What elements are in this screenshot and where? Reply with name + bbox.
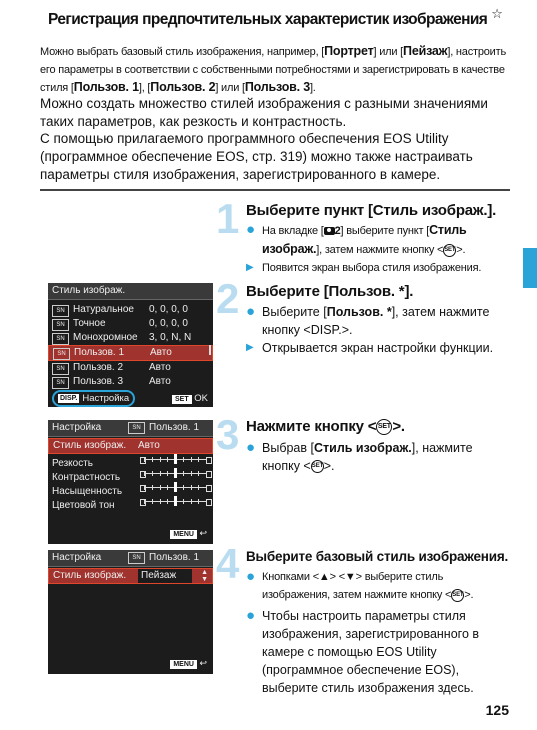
slider-tick [191, 485, 192, 490]
picture-style-icon: SN [52, 333, 69, 345]
step-number: 4 [216, 540, 240, 587]
param-slider[interactable] [140, 471, 210, 477]
step-body [246, 439, 496, 475]
slider-tick [206, 457, 207, 462]
step-bullet: ● Выберите [Пользов. *], затем нажмите кнопку <DISP.>. [246, 303, 490, 337]
screen-title: Стиль изображ. [48, 283, 213, 300]
slider-tick [191, 471, 192, 476]
slider-tick [144, 457, 145, 462]
param-slider[interactable] [140, 457, 210, 463]
step-title: Выберите пункт [Стиль изображ.]. [246, 202, 497, 219]
set-ok-button[interactable]: SET OK [172, 393, 208, 404]
slider-tick [160, 485, 161, 490]
slider-tick [191, 499, 192, 504]
slider-tick [167, 471, 168, 476]
slider-tick [183, 485, 184, 490]
up-arrow-icon: ▲ [318, 571, 330, 583]
slider-tick [183, 457, 184, 462]
picture-style-icon: SN [128, 552, 145, 564]
menu-button-icon: MENU [170, 530, 197, 539]
step-result: ▶ Появится экран выбора стиля изображения. [246, 262, 482, 274]
intro-paragraph-2: С помощью прилагаемого программного обеспечения EOS Utility (программное обеспечение EOS, стр. 319) можно также настраивать параметры стиля изображения, зарегистрированного в камере. [40, 131, 473, 182]
camera-screen-style-select [48, 550, 213, 674]
slider-pointer[interactable] [174, 454, 177, 464]
set-button-icon: SET [311, 460, 324, 473]
set-button-icon: SET [443, 244, 456, 257]
slider-tick [167, 499, 168, 504]
chapter-tab-marker [523, 248, 537, 288]
intro-paragraph-1: Можно создать множество стилей изображения с разными значениями таких параметров, как резкость и контрастность. [40, 96, 488, 129]
picture-style-icon: SN [53, 348, 70, 360]
param-row[interactable]: Насыщенность [52, 485, 213, 499]
set-button-icon: SET [451, 589, 464, 602]
step-title: Выберите базовый стиль изображения. [246, 549, 509, 564]
slider-tick [206, 485, 207, 490]
slider-tick [198, 471, 199, 476]
slider-tick [167, 485, 168, 490]
step-number: 1 [216, 195, 240, 242]
scrollbar[interactable] [209, 345, 211, 355]
picture-style-icon: SN [128, 422, 145, 434]
list-item[interactable]: SN Пользов. 2 Авто [48, 361, 213, 375]
step-bullet: ● Чтобы настроить параметры стиля изображения, зарегистрированного в камере с помощью EOS Utility (программное обеспечение EOS), выберите стиль изображения здесь. [246, 607, 480, 695]
set-button-icon: SET [172, 395, 192, 404]
slider-tick [152, 457, 153, 462]
list-item[interactable]: SN Точное 0, 0, 0, 0 [48, 317, 213, 331]
style-selector[interactable]: Стиль изображ. Авто [48, 438, 213, 454]
list-item[interactable]: SN Пользов. 3 Авто [48, 375, 213, 389]
slider-pointer[interactable] [174, 468, 177, 478]
menu-back-button[interactable] [170, 658, 207, 669]
camera-screen-settings [48, 420, 213, 544]
slider-pointer[interactable] [174, 482, 177, 492]
disp-settings-button[interactable]: DISP. Настройка [52, 390, 135, 407]
list-item[interactable]: SN Монохромное 3, 0, N, N [48, 331, 213, 345]
slider-tick [191, 457, 192, 462]
disp-button-icon: DISP. [60, 395, 78, 402]
menu-button-icon: MENU [170, 660, 197, 669]
back-icon: ↩ [199, 528, 207, 538]
style-name: Пользов. 1 [149, 422, 200, 433]
picture-style-icon: SN [52, 377, 69, 389]
slider-tick [206, 471, 207, 476]
set-button-icon: SET [376, 419, 392, 435]
param-slider[interactable] [140, 485, 210, 491]
step-body [246, 303, 496, 357]
slider-end [140, 457, 146, 464]
back-icon: ↩ [199, 658, 207, 668]
down-arrow-icon: ▼ [344, 571, 356, 583]
list-item-selected[interactable]: SN Пользов. 1 Авто [48, 345, 213, 361]
step-number: 3 [216, 411, 240, 458]
intro-small-text: Можно выбрать базовый стиль изображения, например, [Портрет] или [Пейзаж], настроить его параметры в соответствии с собственными потребностями и зарегистрировать в качестве стиля [Пользов. 1], [Пользов. 2] или [Пользов. 3]. [40, 44, 506, 94]
style-name: Пользов. 1 [149, 552, 200, 563]
param-row[interactable]: Резкость [52, 457, 213, 471]
step-bullet: ● Выбрав [Стиль изображ.], нажмите кнопку <SET>. [246, 439, 473, 473]
picture-style-icon: SN [52, 319, 69, 331]
page-number: 125 [485, 702, 509, 718]
slider-tick [160, 499, 161, 504]
step-body [246, 568, 508, 697]
slider-tick [144, 499, 145, 504]
slider-end [140, 471, 146, 478]
star-icon: ☆ [491, 6, 503, 21]
slider-tick [152, 471, 153, 476]
list-item[interactable]: SN Натуральное 0, 0, 0, 0 [48, 303, 213, 317]
param-slider[interactable] [140, 499, 210, 505]
step-title: Нажмите кнопку <SET >. [246, 418, 405, 435]
camera-screen-picture-style [48, 283, 213, 407]
slider-tick [167, 457, 168, 462]
slider-tick [144, 485, 145, 490]
up-down-arrows-icon: ▲ ▼ [201, 569, 208, 583]
slider-tick [183, 499, 184, 504]
screen-title: Настройка [52, 552, 102, 563]
param-row[interactable]: Цветовой тон [52, 499, 213, 513]
slider-pointer[interactable] [174, 496, 177, 506]
slider-tick [144, 471, 145, 476]
slider-tick [198, 499, 199, 504]
slider-end [140, 485, 146, 492]
picture-style-icon: SN [52, 305, 69, 317]
slider-tick [206, 499, 207, 504]
intro-large-text [40, 95, 510, 184]
slider-tick [152, 485, 153, 490]
step-bullet: ● На вкладке [ 2] выберите пункт [Стиль изображ.], затем нажмите кнопку <SET>. [246, 221, 467, 256]
slider-tick [183, 471, 184, 476]
slider-end [140, 499, 146, 506]
step-bullet: ● Кнопками <▲> <▼> выберите стиль изображения, затем нажмите кнопку <SET>. [246, 568, 474, 601]
camera-tab-icon [324, 227, 335, 235]
step-title: Выберите [Пользов. *]. [246, 283, 414, 300]
slider-tick [198, 485, 199, 490]
slider-tick [198, 457, 199, 462]
step-body [246, 221, 516, 277]
slider-tick [160, 471, 161, 476]
slider-tick [160, 457, 161, 462]
page-title: Регистрация предпочтительных характеристик изображения [48, 11, 488, 28]
picture-style-icon: SN [52, 363, 69, 375]
step-number: 2 [216, 275, 240, 322]
divider [40, 189, 510, 191]
style-selector[interactable]: Стиль изображ. Пейзаж ▲ ▼ [48, 568, 213, 584]
slider-tick [152, 499, 153, 504]
param-row[interactable]: Контрастность [52, 471, 213, 485]
screen-title: Настройка [52, 422, 102, 433]
step-result: ▶ Открывается экран настройки функции. [246, 341, 494, 355]
page-header [40, 8, 510, 32]
menu-back-button[interactable] [170, 528, 207, 539]
